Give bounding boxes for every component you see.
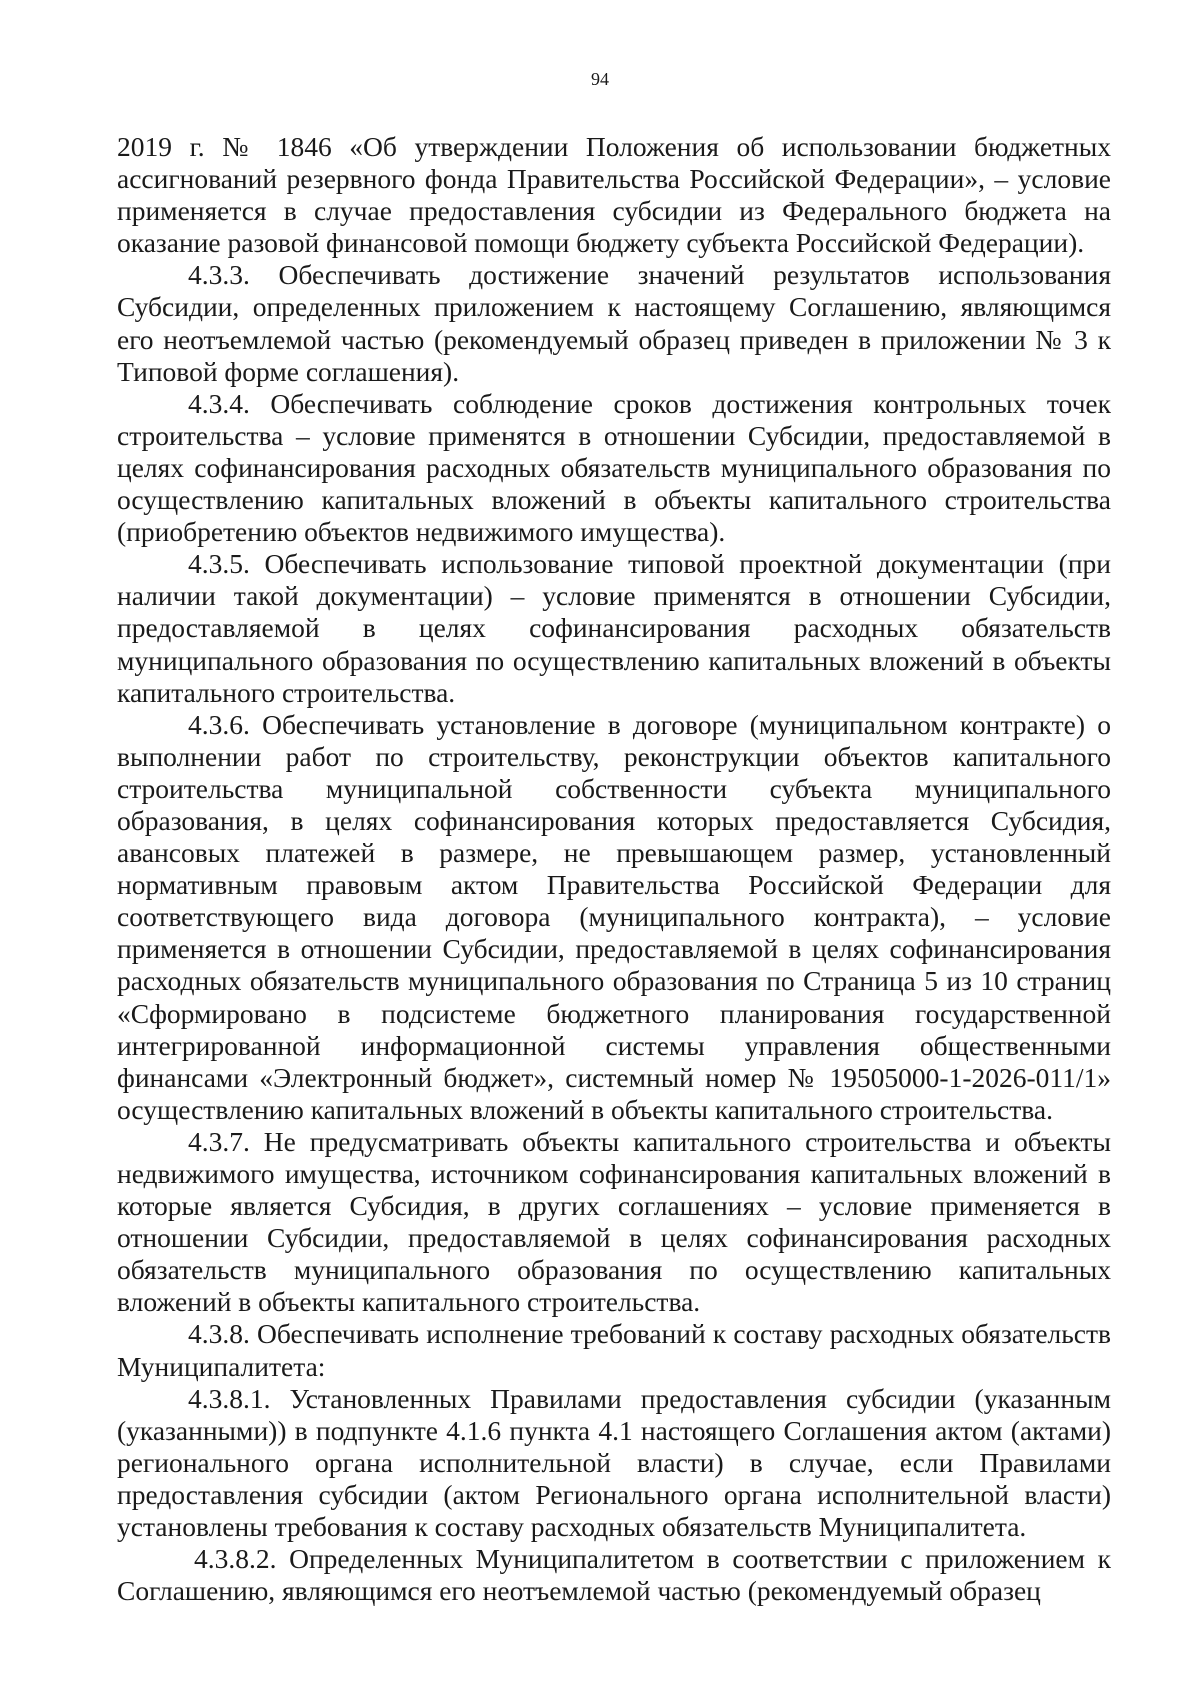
paragraph-4-3-7: 4.3.7. Не предусматривать объекты капитального строительства и объекты недвижимого имущества, источником софинансирования капитальных вложений в которые является Субсидия, в других соглашениях – условие применяется в отношении Субсидии, предоставляемой в целях софинансирования расходных обязательств муниципального образования по осуществлению капитальных вложений в объекты капитального строительства. [117, 1125, 1111, 1318]
paragraph-4-3-8-2: 4.3.8.2. Определенных Муниципалитетом в соответствии с приложением к Соглашению, являющимся его неотъемлемой частью (рекомендуемый образец [117, 1543, 1111, 1607]
paragraph-4-3-4: 4.3.4. Обеспечивать соблюдение сроков достижения контрольных точек строительства – условие применятся в отношении Субсидии, предоставляемой в целях софинансирования расходных обязательств муниципального образования по осуществлению капитальных вложений в объекты капитального строительства (приобретению объектов недвижимого имущества). [117, 387, 1111, 548]
paragraph-4-3-3: 4.3.3. Обеспечивать достижение значений результатов использования Субсидии, определенных приложением к настоящему Соглашению, являющимся его неотъемлемой частью (рекомендуемый образец приведен в приложении № 3 к Типовой форме соглашения). [117, 259, 1111, 387]
paragraph-4-3-8-1: 4.3.8.1. Установленных Правилами предоставления субсидии (указанным (указанными)) в подпункте 4.1.6 пункта 4.1 настоящего Соглашения актом (актами) регионального органа исполнительной власти) в случае, если Правилами предоставления субсидии (актом Регионального органа исполнительной власти) установлены требования к составу расходных обязательств Муниципалитета. [117, 1382, 1111, 1543]
paragraph-4-3-6: 4.3.6. Обеспечивать установление в договоре (муниципальном контракте) о выполнении работ по строительству, реконструкции объектов капитального строительства муниципальной собственности субъекта муниципального образования, в целях софинансирования которых предоставляется Субсидия, авансовых платежей в размере, не превышающем размер, установленный нормативным правовым актом Правительства Российской Федерации для соответствующего вида договора (муниципального контракта), – условие применяется в отношении Субсидии, предоставляемой в целях софинансирования расходных обязательств муниципального образования по Страница 5 из 10 страниц «Сформировано в подсистеме бюджетного планирования государственной интегрированной информационной системы управления общественными финансами «Электронный бюджет», системный номер № 19505000-1-2026-011/1» осуществлению капитальных вложений в объекты капитального строительства. [117, 708, 1111, 1125]
page-number: 94 [591, 69, 609, 89]
document-body [117, 131, 1111, 1607]
paragraph-4-3-8: 4.3.8. Обеспечивать исполнение требований к составу расходных обязательств Муниципалитета: [117, 1318, 1111, 1382]
paragraph-continuation: 2019 г. № 1846 «Об утверждении Положения об использовании бюджетных ассигнований резервного фонда Правительства Российской Федерации», – условие применяется в случае предоставления субсидии из Федерального бюджета на оказание разовой финансовой помощи бюджету субъекта Российской Федерации). [117, 131, 1111, 259]
paragraph-4-3-5: 4.3.5. Обеспечивать использование типовой проектной документации (при наличии такой документации) – условие применятся в отношении Субсидии, предоставляемой в целях софинансирования расходных обязательств муниципального образования по осуществлению капитальных вложений в объекты капитального строительства. [117, 548, 1111, 708]
